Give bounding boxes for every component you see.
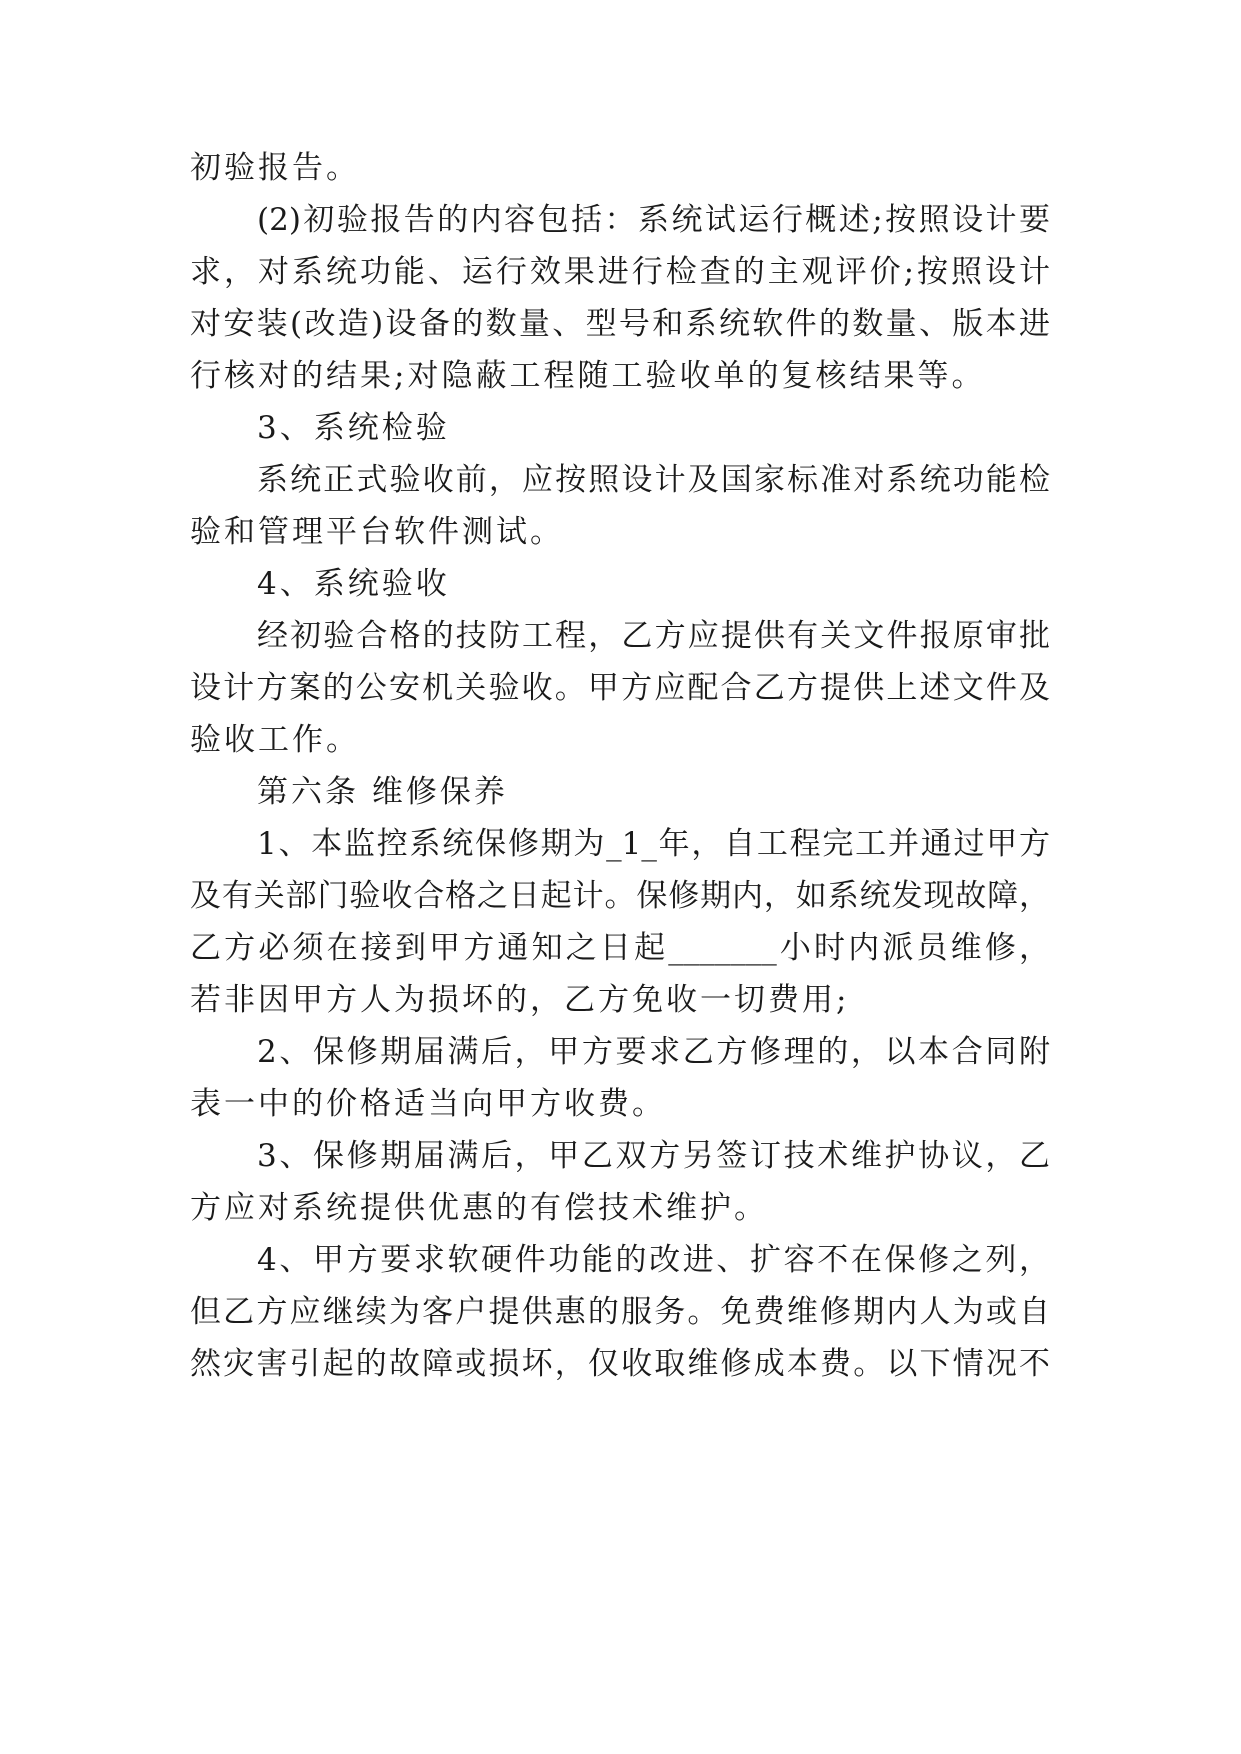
text-line: 1、本监控系统保修期为_1_年，自工程完工并通过甲方 <box>257 826 1050 862</box>
text-line: 验和管理平台软件测试。 <box>190 514 564 550</box>
text-line: (2)初验报告的内容包括：系统试运行概述;按照设计要 <box>257 202 1050 238</box>
text-line: 及有关部门验收合格之日起计。保修期内，如系统发现故障， <box>190 878 1050 914</box>
text-line: 2、保修期届满后，甲方要求乙方修理的，以本合同附 <box>257 1034 1050 1070</box>
text-line: 然灾害引起的故障或损坏，仅收取维修成本费。以下情况不 <box>190 1346 1050 1382</box>
text-line: 但乙方应继续为客户提供惠的服务。免费维修期内人为或自 <box>190 1294 1050 1330</box>
text-line: 对安装(改造)设备的数量、型号和系统软件的数量、版本进 <box>190 306 1050 342</box>
text-line: 表一中的价格适当向甲方收费。 <box>190 1086 666 1122</box>
text-line: 经初验合格的技防工程，乙方应提供有关文件报原审批 <box>257 618 1050 654</box>
text-line: 4、甲方要求软硬件功能的改进、扩容不在保修之列， <box>257 1242 1050 1278</box>
section-heading: 4、系统验收 <box>257 566 450 602</box>
text-line: 若非因甲方人为损坏的，乙方免收一切费用; <box>190 982 850 1018</box>
article-heading: 第六条 维修保养 <box>257 774 508 810</box>
text-line: 求，对系统功能、运行效果进行检查的主观评价;按照设计 <box>190 254 1050 290</box>
text-line: 行核对的结果;对隐蔽工程随工验收单的复核结果等。 <box>190 358 986 394</box>
text-line: 初验报告。 <box>190 150 360 186</box>
text-line: 系统正式验收前，应按照设计及国家标准对系统功能检 <box>257 462 1050 498</box>
text-line: 设计方案的公安机关验收。甲方应配合乙方提供上述文件及 <box>190 670 1050 706</box>
text-line: 3、保修期届满后，甲乙双方另签订技术维护协议，乙 <box>257 1138 1050 1174</box>
text-line: 乙方必须在接到甲方通知之日起_______小时内派员维修， <box>190 930 1050 966</box>
text-line: 验收工作。 <box>190 722 360 758</box>
section-heading: 3、系统检验 <box>257 410 450 446</box>
text-line: 方应对系统提供优惠的有偿技术维护。 <box>190 1190 768 1226</box>
